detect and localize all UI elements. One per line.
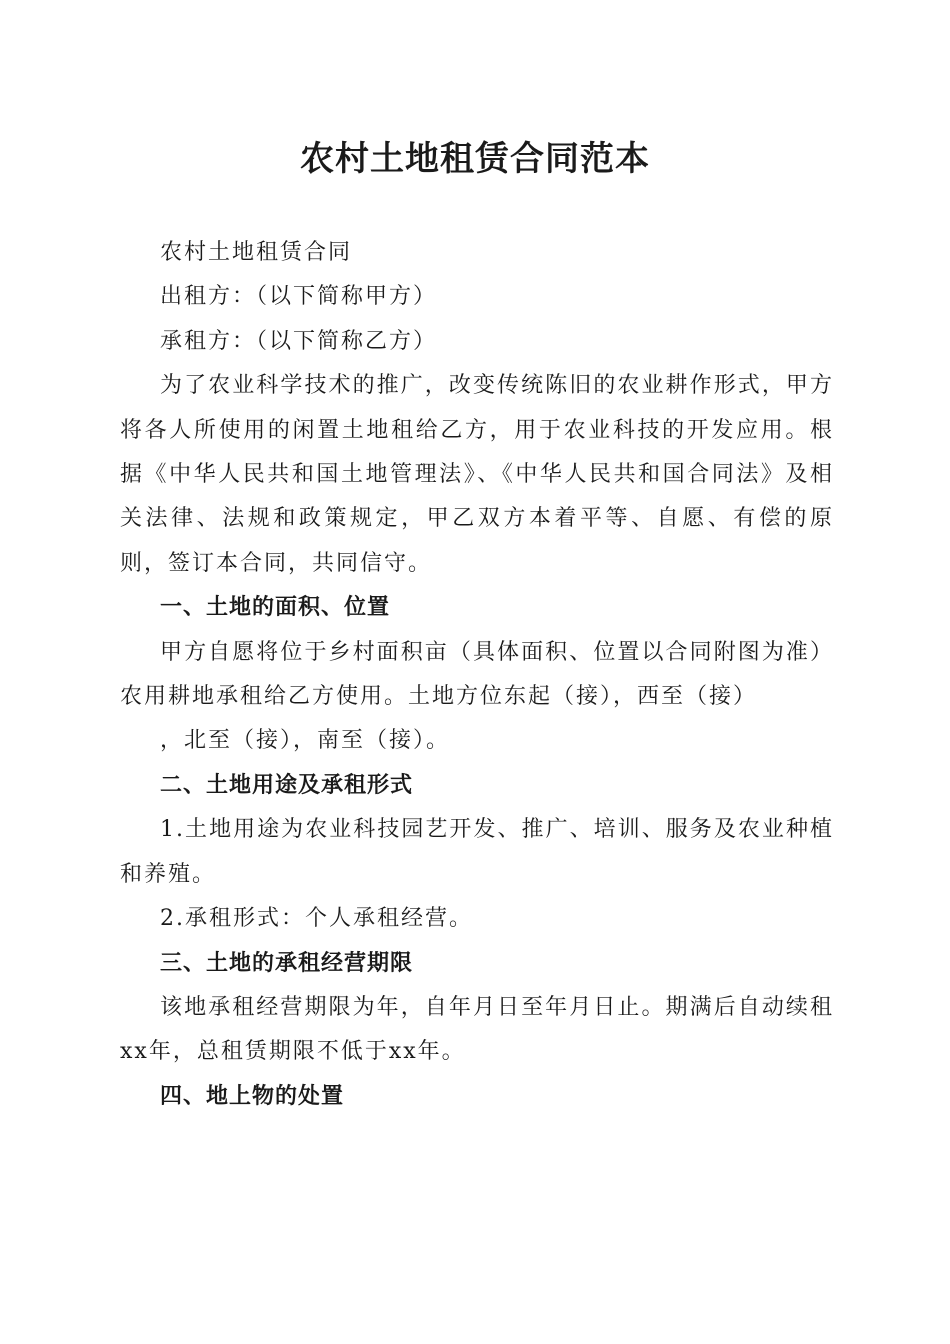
section-1-continuation: ，北至（接），南至（接）。 <box>160 728 451 754</box>
lessee-line: 承租方：（以下简称乙方） <box>160 328 438 354</box>
section-heading-4: 四、地上物的处置 <box>160 1083 345 1109</box>
section-heading-1: 一、土地的面积、位置 <box>160 595 391 621</box>
preamble-paragraph: 为了农业科学技术的推广，改变传统陈旧的农业耕作形式，甲方将各人所使用的闲置土地租给乙方，用于农业科技的开发应用。根据《中华人民共和国土地管理法》、《中华人民共和国合同法》及相关法律、法规和政策规定，甲乙双方本着平等、自愿、有偿的原则，签订本合同，共同信守。 <box>120 373 834 576</box>
section-2-item-2: 2.承租形式：个人承租经营。 <box>160 906 473 932</box>
section-heading-3: 三、土地的承租经营期限 <box>160 950 414 976</box>
section-heading-2: 二、土地用途及承租形式 <box>160 772 414 798</box>
section-2-item-1: 1.土地用途为农业科技园艺开发、推广、培训、服务及农业种植和养殖。 <box>120 817 834 887</box>
document-title: 农村土地租赁合同范本 <box>300 139 650 179</box>
section-3-paragraph: 该地承租经营期限为年，自年月日至年月日止。期满后自动续租xx年，总租赁期限不低于xx年。 <box>120 994 834 1065</box>
section-1-paragraph: 甲方自愿将位于乡村面积亩（具体面积、位置以合同附图为准）农用耕地承租给乙方使用。土地方位东起（接），西至（接） <box>120 639 834 710</box>
lessor-line: 出租方：（以下简称甲方） <box>160 284 438 310</box>
contract-name-line: 农村土地租赁合同 <box>160 240 353 265</box>
document-body <box>120 231 834 1119</box>
